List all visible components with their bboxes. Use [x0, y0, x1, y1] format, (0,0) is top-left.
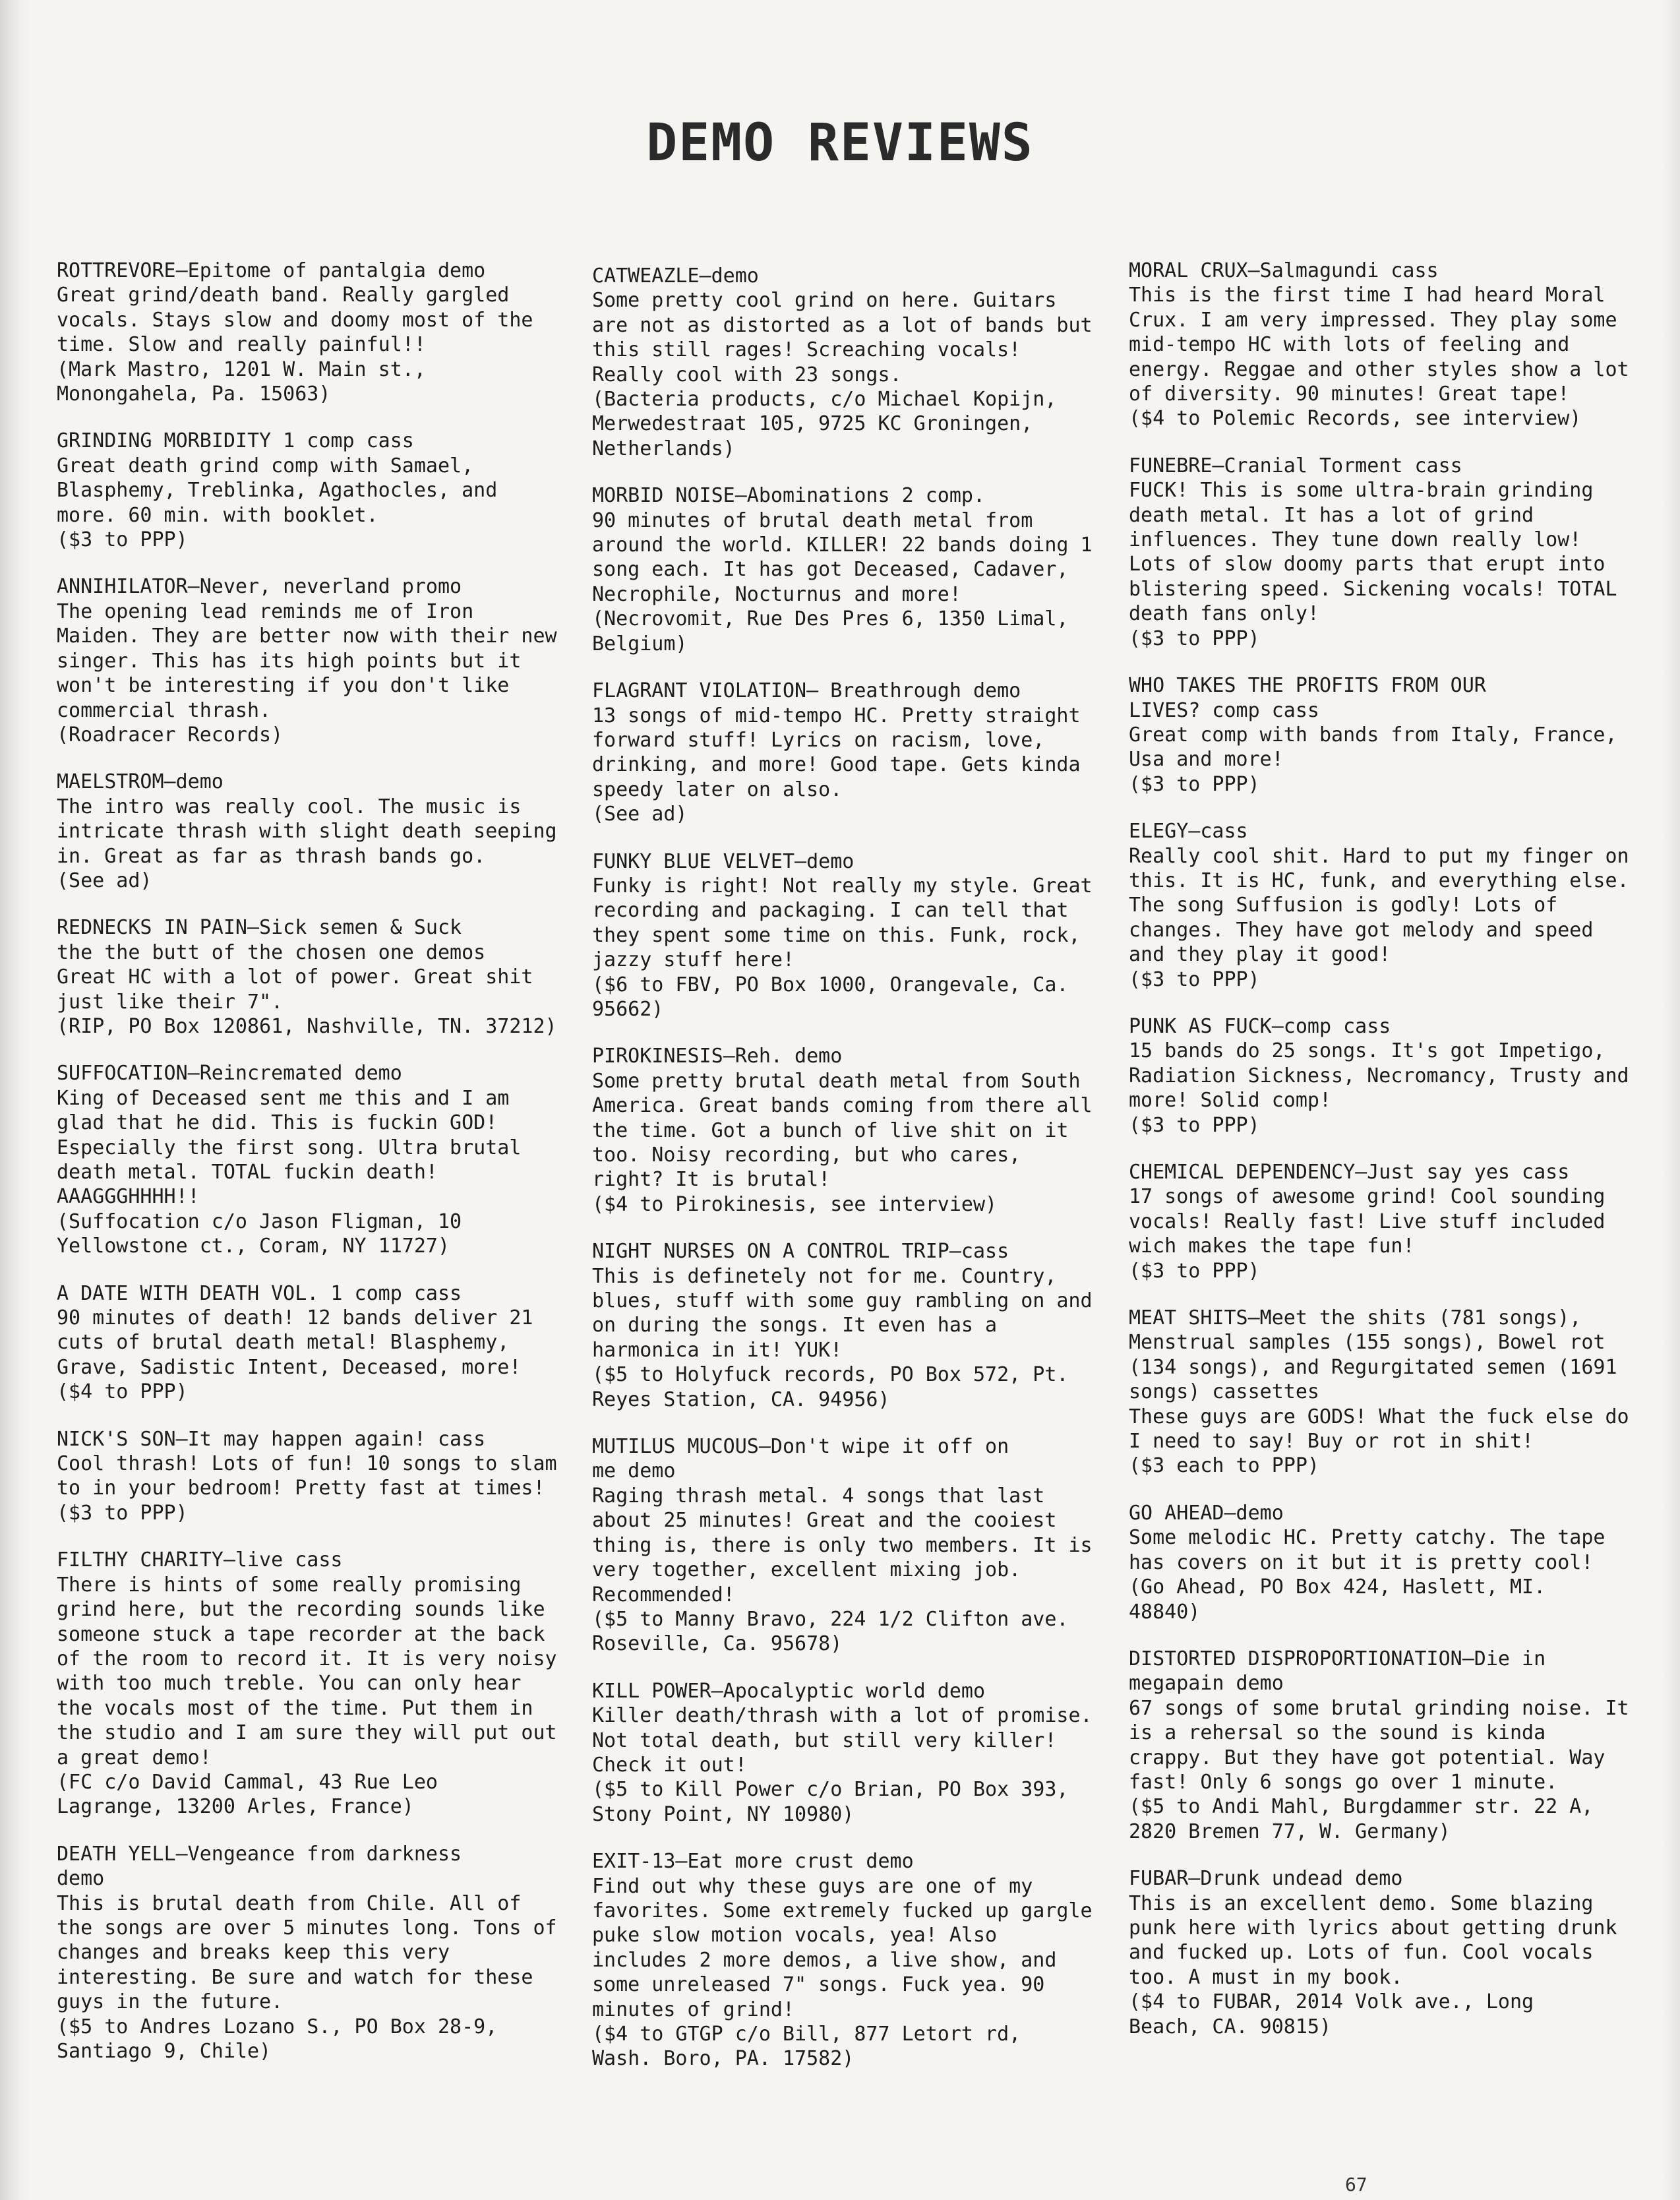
review-body: megapain demo 67 songs of some brutal grinding noise. It is a rehersal so the sound is kinda crappy. But they have got potential. Way fast! Only 6 songs go over 1 minute. ($5 to Andi Mahl, Burgdammer str. 22 A, 2820 Bremen 77, W. Germany) [1129, 1672, 1629, 1843]
review-heading: WHO TAKES THE PROFITS FROM OUR [1129, 674, 1486, 698]
review-body: the the butt of the chosen one demos Great HC with a lot of power. Great shit just like their 7". (RIP, PO Box 120861, Nashville, TN. 37212) [57, 940, 557, 1038]
review-heading: MEAT SHITS–Meet the shits (781 songs), [1129, 1306, 1582, 1330]
review-body: Cool thrash! Lots of fun! 10 songs to slam to in your bedroom! Pretty fast at times! ($3 to PPP) [57, 1452, 557, 1525]
review-entry [1129, 259, 1630, 431]
column-2 [592, 264, 1093, 2094]
review-entry [57, 574, 558, 747]
review-body: There is hints of some really promising grind here, but the recording sounds like someone stuck a tape recorder at the back of the room to record it. It is very noisy with too much treble. You can only hear the vocals most of the time. Put them in the studio and I am sure they will put out a great demo! (FC c/o David Cammal, 43 Rue Leo Lagrange, 13200 Arles, France) [57, 1573, 557, 1819]
review-heading: FLAGRANT VIOLATION– Breathrough demo [592, 679, 1021, 703]
review-heading: DEATH YELL–Vengeance from darkness [57, 1842, 462, 1866]
review-entry [57, 915, 558, 1039]
review-body: LIVES? comp cass Great comp with bands from Italy, France, Usa and more! ($3 to PPP) [1129, 698, 1617, 796]
review-entry [1129, 673, 1630, 797]
review-entry [57, 1281, 558, 1405]
review-entry [592, 1239, 1093, 1412]
review-heading: GO AHEAD–demo [1129, 1501, 1284, 1525]
review-body: Killer death/thrash with a lot of promise. Not total death, but still very killer! Check it out! ($5 to Kill Power c/o Brian, PO Box 393, Stony Point, NY 10980) [592, 1704, 1093, 1826]
review-heading: NICK'S SON–It may happen again! cass [57, 1427, 486, 1451]
review-entry [57, 770, 558, 893]
review-entry [57, 259, 558, 406]
review-entry [1129, 1014, 1630, 1138]
review-heading: MORAL CRUX–Salmagundi cass [1129, 259, 1439, 282]
review-entry [592, 849, 1093, 1022]
review-entry [57, 429, 558, 552]
review-body: King of Deceased sent me this and I am glad that he did. This is fuckin GOD! Especially the first song. Ultra brutal death metal. TOTAL fuckin death! AAAGGGHHHH!! (Suffocation c/o Jason Fligman, 10 Yellowstone ct., Coram, NY 11727) [57, 1086, 522, 1258]
page-number: 67 [1345, 2174, 1367, 2195]
review-entry [1129, 1160, 1630, 1283]
review-heading: DISTORTED DISPROPORTIONATION–Die in [1129, 1647, 1546, 1670]
review-body: 90 minutes of death! 12 bands deliver 21 cuts of brutal death metal! Blasphemy, Grave, Sadistic Intent, Deceased, more! ($4 to PPP) [57, 1306, 533, 1404]
review-body: Find out why these guys are one of my favorites. Some extremely fucked up gargle puke slow motion vocals, yea! Also includes 2 more demos, a live show, and some unreleased 7" songs. Fuck yea. 90 minutes of grind! ($4 to GTGP c/o Bill, 877 Letort rd, Wash. Boro, PA. 17582) [592, 1874, 1093, 2071]
review-body: demo This is brutal death from Chile. All of the songs are over 5 minutes long. Tons of changes and breaks keep this very interesting. Be sure and watch for these guys in the future. ($5 to Andres Lozano S., PO Box 28-9, Santiago 9, Chile) [57, 1867, 557, 2063]
review-body: Funky is right! Not really my style. Great recording and packaging. I can tell that they spent some time on this. Funk, rock, jazzy stuff here! ($6 to FBV, PO Box 1000, Orangevale, Ca. 95662) [592, 874, 1093, 1021]
review-entry [57, 1427, 558, 1526]
review-body: Great grind/death band. Really gargled vocals. Stays slow and doomy most of the time. Slow and really painful!! (Mark Mastro, 1201 W. Main st., Monongahela, Pa. 15063) [57, 284, 533, 406]
review-entry [592, 1679, 1093, 1827]
review-entry [1129, 454, 1630, 651]
review-body: FUCK! This is some ultra-brain grinding death metal. It has a lot of grind influences. They tune down really low! Lots of slow doomy parts that erupt into blistering speed. Sickening vocals! TOTAL death fans only! ($3 to PPP) [1129, 479, 1617, 650]
review-heading: FUNEBRE–Cranial Torment cass [1129, 454, 1462, 477]
review-entry [1129, 1501, 1630, 1624]
review-entry [57, 1842, 558, 2064]
review-heading: PUNK AS FUCK–comp cass [1129, 1014, 1391, 1038]
review-body: The intro was really cool. The music is intricate thrash with slight death seeping in. Great as far as thrash bands go. (See ad) [57, 795, 557, 892]
review-heading: FILTHY CHARITY–live cass [57, 1548, 343, 1572]
review-body: Some melodic HC. Pretty catchy. The tape has covers on it but it is pretty cool! (Go Ahead, PO Box 424, Haslett, MI. 48840) [1129, 1526, 1605, 1624]
review-body: 17 songs of awesome grind! Cool sounding vocals! Really fast! Live stuff included wich makes the tape fun! ($3 to PPP) [1129, 1185, 1605, 1283]
review-heading: CHEMICAL DEPENDENCY–Just say yes cass [1129, 1161, 1570, 1184]
review-body: Some pretty brutal death metal from South America. Great bands coming from there all the time. Got a bunch of live shit on it too. Noisy recording, but who cares, right? It is brutal! ($4 to Pirokinesis, see interview) [592, 1069, 1093, 1216]
review-body: The opening lead reminds me of Iron Maiden. They are better now with their new singer. This has its high points but it won't be interesting if you don't like commercial thrash. (Roadracer Records) [57, 599, 557, 747]
review-heading: ROTTREVORE–Epitome of pantalgia demo [57, 259, 486, 282]
review-body: This is definetely not for me. Country, blues, stuff with some guy rambling on and on during the songs. It even has a harmonica in it! YUK! ($5 to Holyfuck records, PO Box 572, Pt. Reyes Station, CA. 94956) [592, 1264, 1093, 1411]
review-entry [57, 1548, 558, 1819]
review-entry [592, 264, 1093, 461]
review-body: 15 bands do 25 songs. It's got Impetigo, Radiation Sickness, Necromancy, Trusty and more! Solid comp! ($3 to PPP) [1129, 1039, 1629, 1137]
review-heading: PIROKINESIS–Reh. demo [592, 1045, 843, 1068]
review-heading: REDNECKS IN PAIN–Sick semen & Suck [57, 916, 462, 940]
review-entry [57, 1061, 558, 1258]
review-body: Really cool shit. Hard to put my finger on this. It is HC, funk, and everything else. The song Suffusion is godly! Lots of changes. They have got melody and speed and they play it good! ($3 to PPP) [1129, 844, 1629, 991]
binding-edge [0, 0, 30, 2200]
review-body: This is the first time I had heard Moral Crux. I am very impressed. They play some mid-tempo HC with lots of feeling and energy. Reggae and other styles show a lot of diversity. 90 minutes! Great tape! ($4 to Polemic Records, see interview) [1129, 284, 1629, 431]
review-heading: SUFFOCATION–Reincremated demo [57, 1062, 402, 1085]
review-entry [592, 1849, 1093, 2071]
review-body: Menstrual samples (155 songs), Bowel rot (134 songs), and Regurgitated semen (1691 songs) cassettes These guys are GODS! What the fuck else do I need to say! Buy or rot in shit! ($3 each to PPP) [1129, 1331, 1629, 1478]
review-entry [592, 679, 1093, 826]
page-title: DEMO REVIEWS [646, 113, 1034, 173]
review-heading: EXIT-13–Eat more crust demo [592, 1850, 914, 1874]
review-heading: CATWEAZLE–demo [592, 264, 759, 288]
review-heading: MAELSTROM–demo [57, 770, 224, 794]
review-heading: FUNKY BLUE VELVET–demo [592, 849, 855, 873]
review-entry [1129, 1647, 1630, 1844]
review-body: This is an excellent demo. Some blazing punk here with lyrics about getting drunk and fucked up. Lots of fun. Cool vocals too. A must in my book. ($4 to FUBAR, 2014 Volk ave., Long Beach, CA. 90815) [1129, 1891, 1617, 2038]
review-entry [1129, 819, 1630, 992]
review-heading: MORBID NOISE–Abominations 2 comp. [592, 484, 986, 508]
review-body: 90 minutes of brutal death metal from around the world. KILLER! 22 bands doing 1 song each. It has got Deceased, Cadaver, Necrophile, Nocturnus and more! (Necrovomit, Rue Des Pres 6, 1350 Limal, Belgium) [592, 508, 1093, 656]
review-heading: A DATE WITH DEATH VOL. 1 comp cass [57, 1281, 462, 1305]
review-body: Great death grind comp with Samael, Blasphemy, Treblinka, Agathocles, and more. 60 min. with booklet. ($3 to PPP) [57, 454, 498, 552]
review-heading: ANNIHILATOR–Never, neverland promo [57, 575, 462, 599]
review-entry [1129, 1306, 1630, 1479]
review-entry [1129, 1866, 1630, 2039]
review-entry [592, 1434, 1093, 1657]
review-heading: NIGHT NURSES ON A CONTROL TRIP–cass [592, 1240, 1009, 1264]
review-entry [592, 1044, 1093, 1217]
review-body: me demo Raging thrash metal. 4 songs that last about 25 minutes! Great and the cooiest thing is, there is only two members. It is very together, excellent mixing job. Recommended! ($5 to Manny Bravo, 224 1/2 Clifton ave. Roseville, Ca. 95678) [592, 1459, 1093, 1656]
review-body: 13 songs of mid-tempo HC. Pretty straight forward stuff! Lyrics on racism, love, drinking, and more! Good tape. Gets kinda speedy later on also. (See ad) [592, 704, 1081, 826]
review-heading: ELEGY–cass [1129, 820, 1248, 843]
review-entry [592, 483, 1093, 656]
review-heading: KILL POWER–Apocalyptic world demo [592, 1679, 986, 1703]
column-3 [1129, 259, 1630, 2062]
review-heading: MUTILUS MUCOUS–Don't wipe it off on [592, 1435, 1009, 1459]
review-heading: FUBAR–Drunk undead demo [1129, 1867, 1403, 1891]
review-heading: GRINDING MORBIDITY 1 comp cass [57, 429, 414, 453]
column-1 [57, 259, 558, 2086]
page-edge [1663, 0, 1680, 2200]
review-body: Some pretty cool grind on here. Guitars are not as distorted as a lot of bands but this still rages! Screaching vocals! Really cool with 23 songs. (Bacteria products, c/o Michael Kopijn, Merwedestraat 105, 9725 KC Groningen, Netherlands) [592, 289, 1093, 460]
